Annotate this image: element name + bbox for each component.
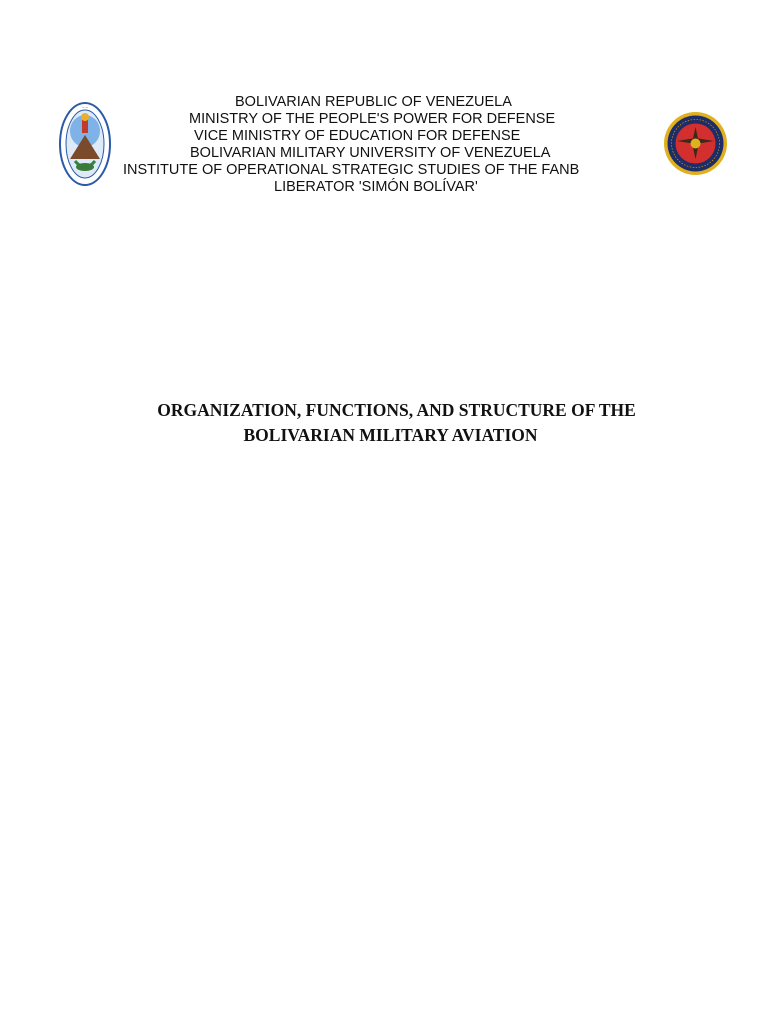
header-line-republic: BOLIVARIAN REPUBLIC OF VENEZUELA [235, 94, 512, 110]
header-line-institute: INSTITUTE OF OPERATIONAL STRATEGIC STUDIES OF THE FANB [123, 162, 580, 178]
header-line-ministry: MINISTRY OF THE PEOPLE'S POWER FOR DEFENSE [189, 111, 556, 127]
university-seal-icon [58, 101, 112, 187]
header-line-university: BOLIVARIAN MILITARY UNIVERSITY OF VENEZUELA [190, 145, 551, 161]
header-line-liberator: LIBERATOR 'SIMÓN BOLÍVAR' [274, 179, 478, 195]
document-title-line-1: ORGANIZATION, FUNCTIONS, AND STRUCTURE OF THE [157, 400, 636, 420]
header-line-vice-ministry: VICE MINISTRY OF EDUCATION FOR DEFENSE [194, 128, 521, 144]
svg-text:·····: ····· [81, 105, 89, 110]
institute-seal-icon [663, 111, 728, 176]
document-title-line-2: BOLIVARIAN MILITARY AVIATION [243, 425, 538, 445]
